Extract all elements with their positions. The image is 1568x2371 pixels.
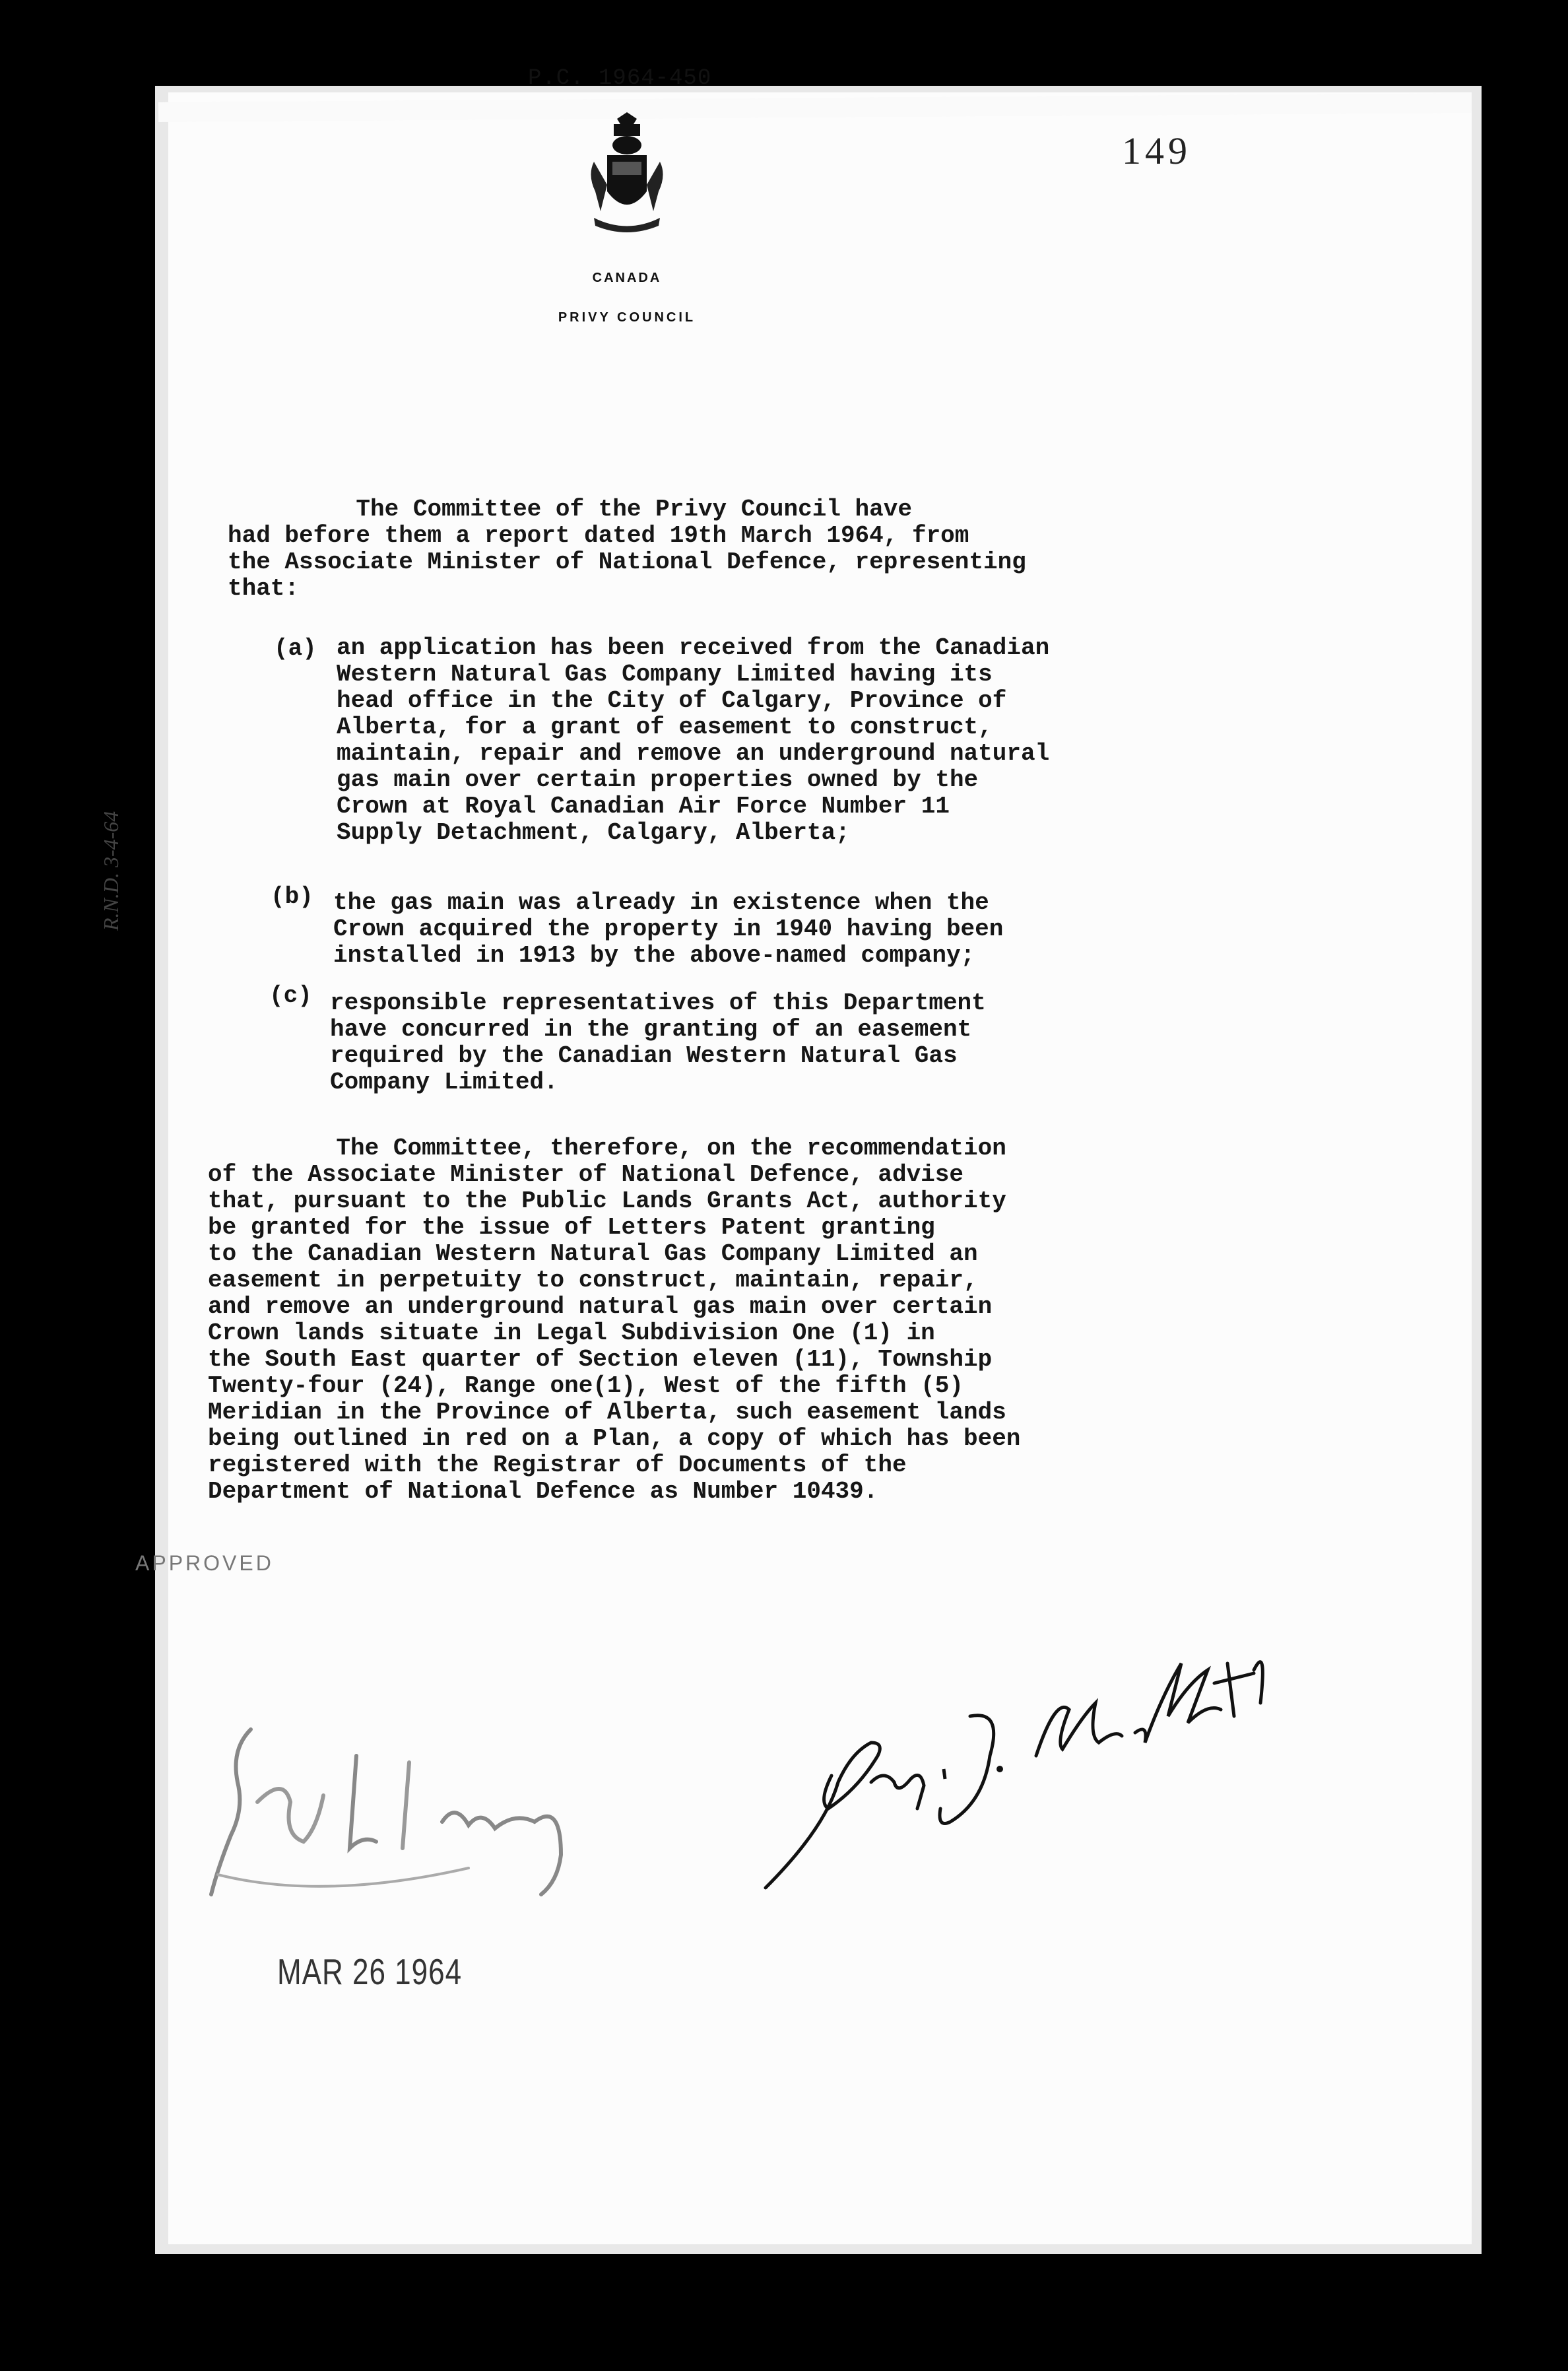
- recommendation-paragraph: The Committee, therefore, on the recommendation of the Associate Minister of National Defence, advise that, pursuant to the Public Lands Grants Act, authority be granted for the issue of Letters Patent granting to the Canadian Western Natural Gas Company Limited an easement in perpetuity to construct, maintain, repair, and remove an underground natural gas main over certain Crown lands situate in Legal Subdivision One (1) in the South East quarter of Section eleven (11), Township Twenty-four (24), Range one(1), West of the fifth (5) Meridian in the Province of Alberta, such easement lands being outlined in red on a Plan, a copy of which has been registered with the Registrar of Documents of the Department of National Defence as Number 10439.: [208, 1135, 1021, 1505]
- item-b-label: (b): [271, 883, 313, 910]
- intro-paragraph: The Committee of the Privy Council have had before them a report dated 19th March 1964, from the Associate Minister of National Defence, representing that:: [228, 496, 1026, 602]
- item-b-text: the gas main was already in existence when the Crown acquired the property in 1940 having been installed in 1913 by the above-named company;: [333, 889, 1004, 969]
- item-a-label: (a): [274, 635, 317, 662]
- coat-of-arms-icon: [581, 112, 673, 238]
- country-label: CANADA: [592, 271, 662, 285]
- approval-date-stamp: MAR 26 1964: [277, 1952, 463, 1993]
- order-number: P.C. 1964-450: [528, 66, 712, 91]
- approval-signature: [191, 1703, 601, 1921]
- margin-note: R.N.D. 3-4-64: [99, 811, 123, 931]
- item-a-text: an application has been received from the Canadian Western Natural Gas Company Limited having its head office in the City of Calgary, Province of Alberta, for a grant of easement to construct, maintain, repair and remove an underground natural gas main over certain properties owned by the Crown at Royal Canadian Air Force Number 11 Supply Detachment, Calgary, Alberta;: [337, 634, 1050, 846]
- item-c-text: responsible representatives of this Department have concurred in the granting of an easement required by the Canadian Western Natural Gas Company Limited.: [330, 989, 986, 1096]
- page-number: 149: [1122, 129, 1191, 172]
- item-c-label: (c): [269, 982, 312, 1009]
- minister-signature: [660, 1611, 1293, 1901]
- approved-stamp: APPROVED: [135, 1551, 274, 1575]
- privy-council-label: PRIVY COUNCIL: [558, 310, 696, 325]
